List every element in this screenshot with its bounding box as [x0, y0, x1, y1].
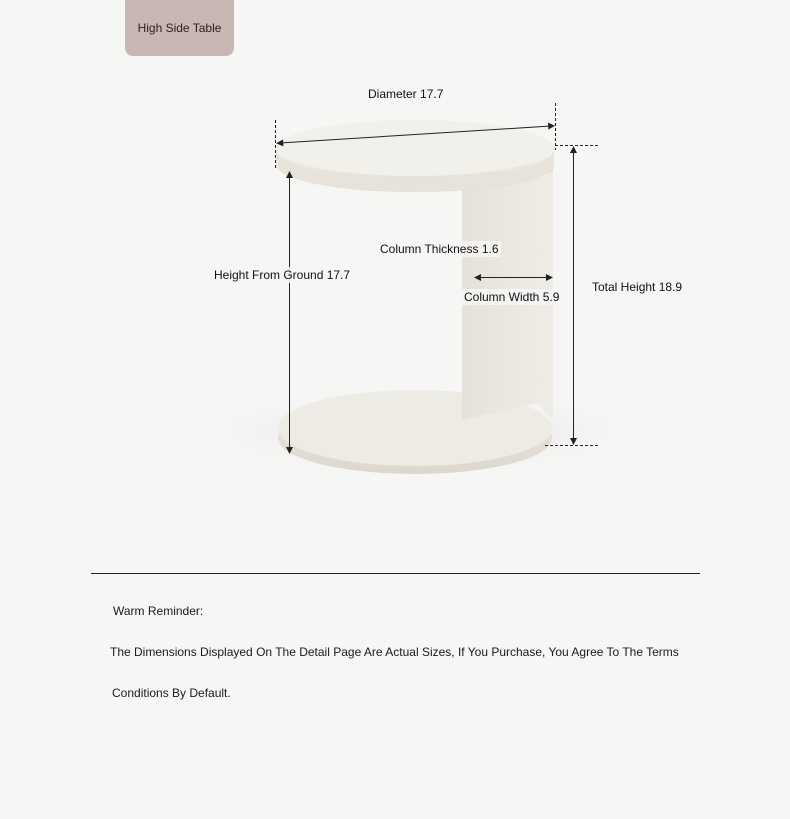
- total-height-label: Total Height 18.9: [592, 280, 683, 294]
- height-from-ground-label: Height From Ground 17.7: [214, 268, 351, 282]
- reminder-title: Warm Reminder:: [113, 604, 204, 618]
- column-thickness-label: Column Thickness 1.6: [380, 242, 499, 256]
- diameter-label: Diameter 17.7: [368, 87, 444, 101]
- section-divider: [91, 573, 700, 574]
- column-width-label: Column Width 5.9: [464, 290, 560, 304]
- reminder-text-line2: Conditions By Default.: [112, 686, 231, 700]
- product-tag-label: High Side Table: [137, 21, 222, 35]
- reminder-text-line1: The Dimensions Displayed On The Detail Page Are Actual Sizes, If You Purchase, You Agree To The Terms: [110, 645, 679, 659]
